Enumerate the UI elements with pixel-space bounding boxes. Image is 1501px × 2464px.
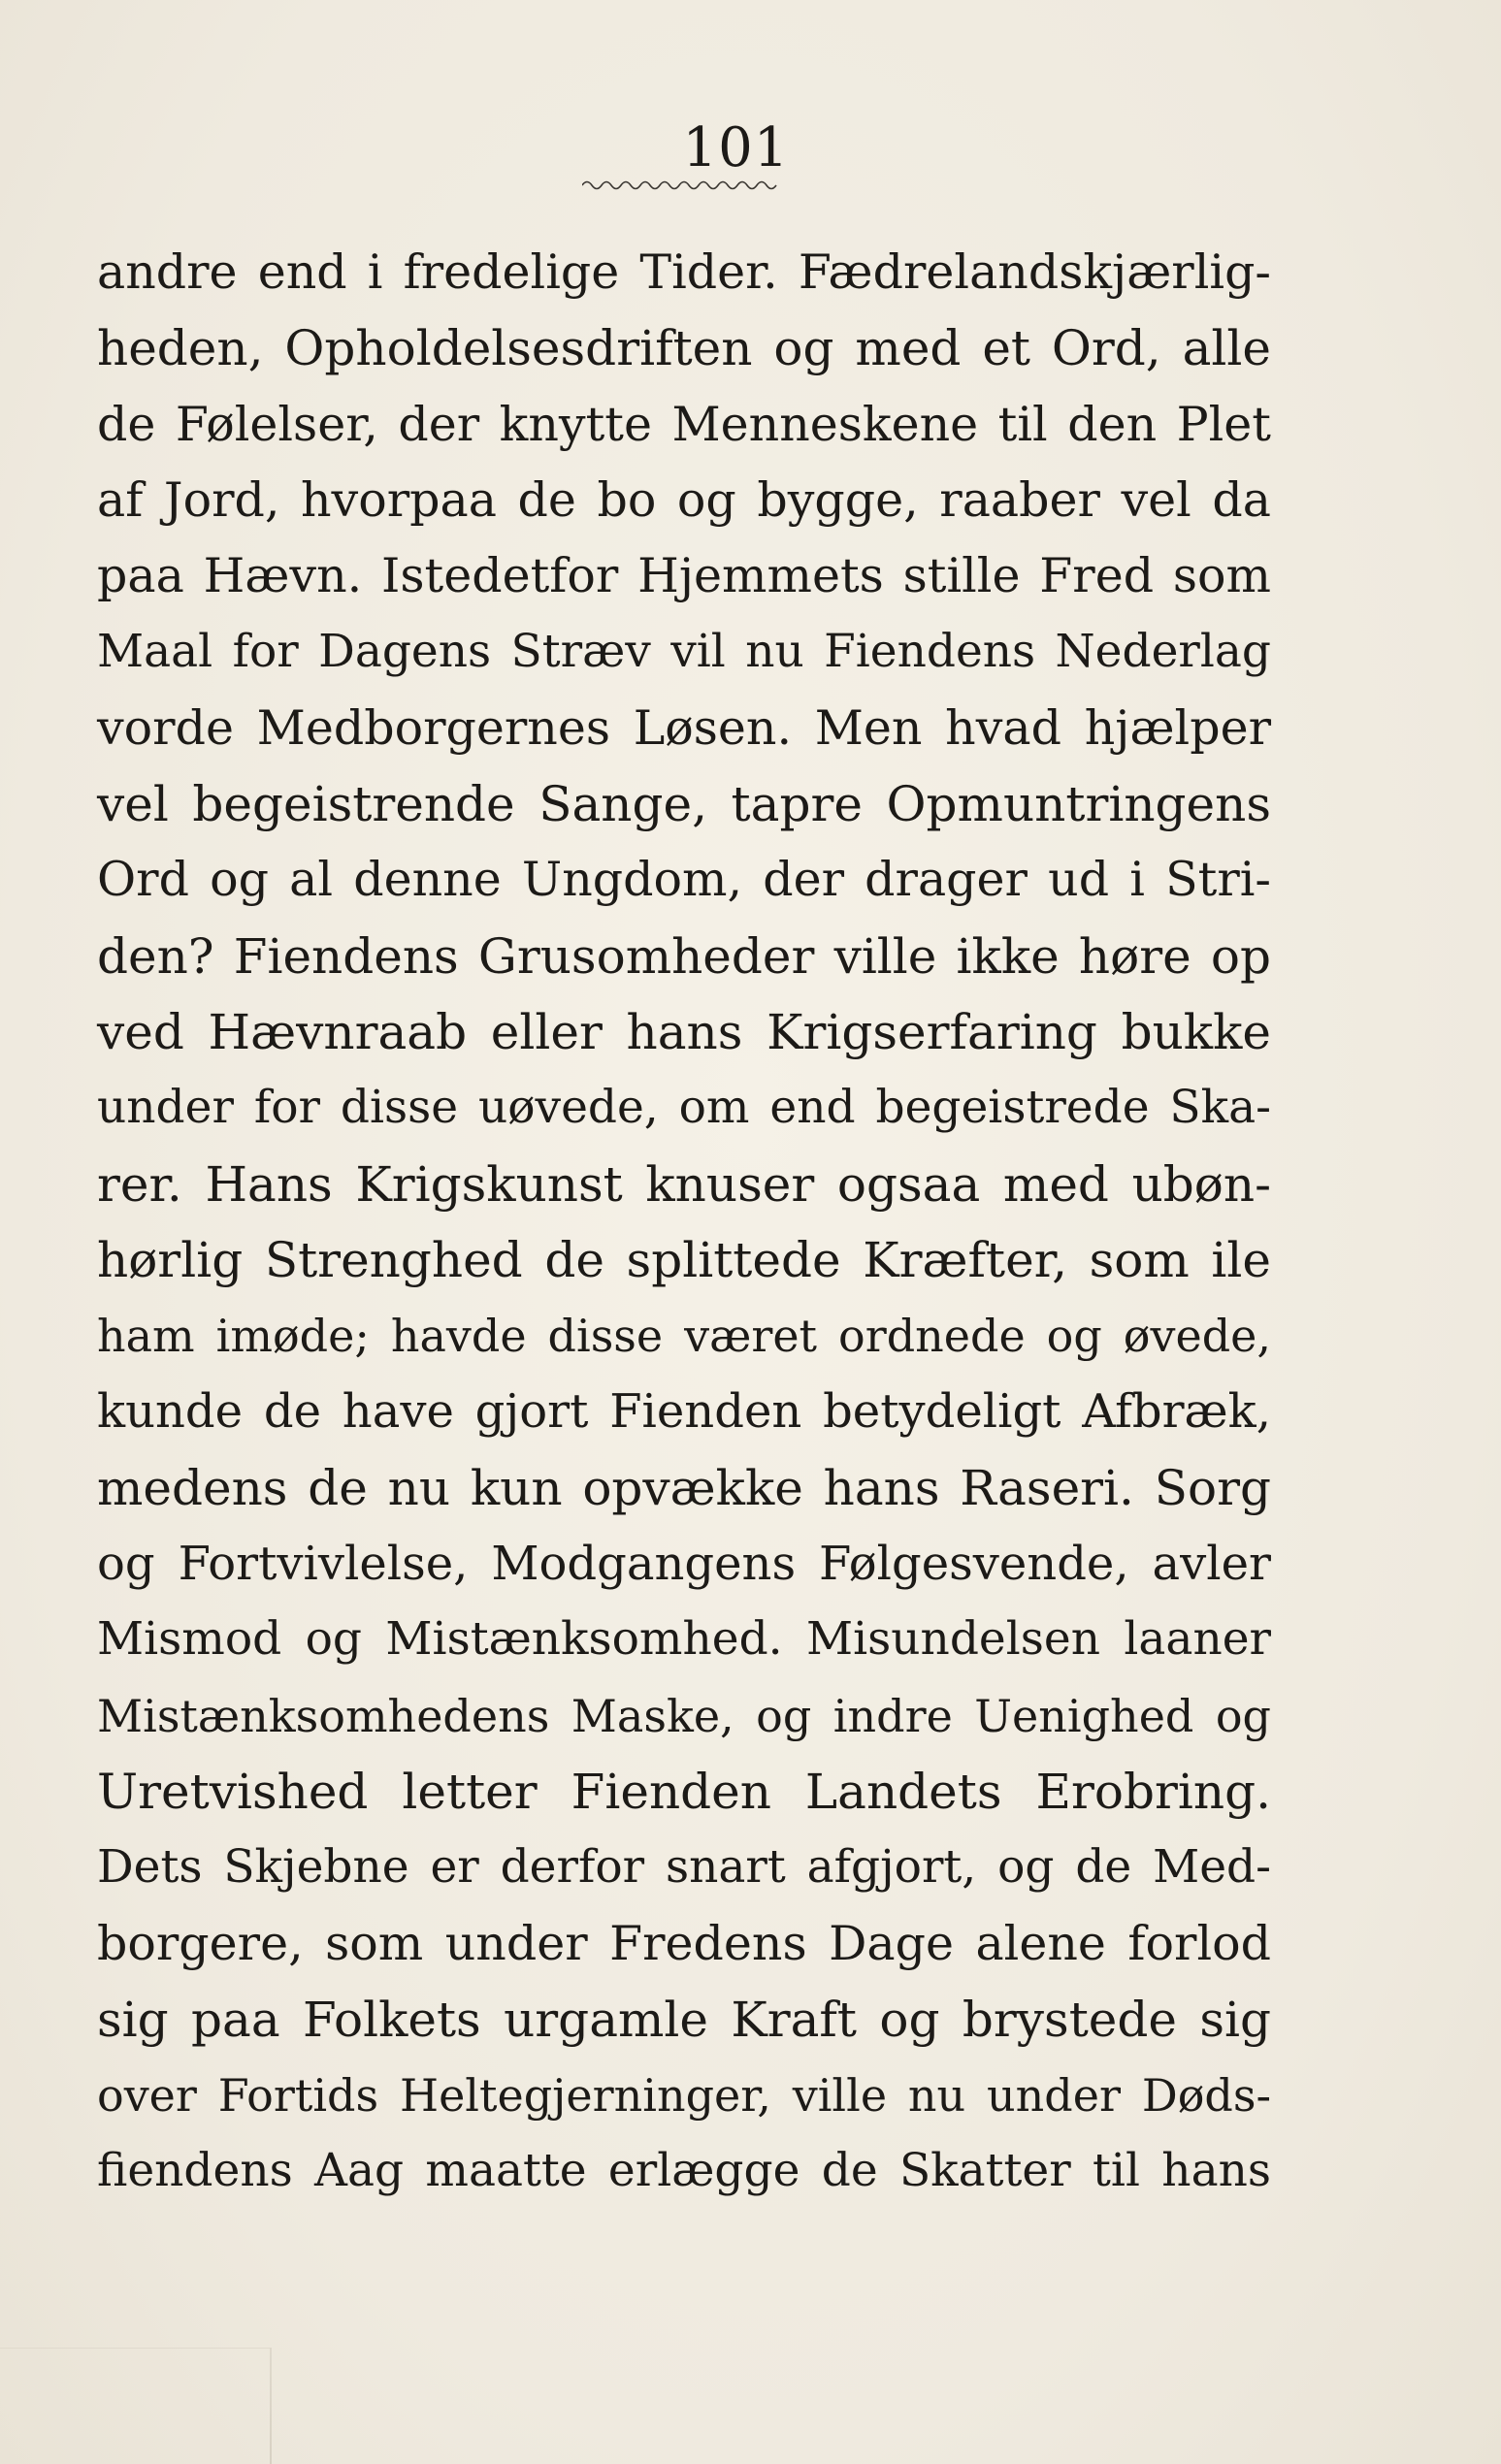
- text-line: under for disse uøvede, om end begeistrede Ska-: [97, 1081, 1271, 1135]
- page-number: 101: [682, 116, 790, 179]
- text-line: de Følelser, der knytte Menneskene til den Plet: [97, 396, 1271, 452]
- text-line: Dets Skjebne er derfor snart afgjort, og de Med-: [97, 1840, 1271, 1895]
- body-text: [97, 235, 1271, 2210]
- text-line: Maal for Dagens Stræv vil nu Fiendens Nederlag: [97, 625, 1271, 679]
- text-line: Mismod og Mistænksomhed. Misundelsen laaner: [97, 1612, 1271, 1667]
- text-line: rer. Hans Krigskunst knuser ogsaa med ubøn-: [97, 1155, 1271, 1213]
- text-line: af Jord, hvorpaa de bo og bygge, raaber vel da: [97, 471, 1271, 528]
- text-line: over Fortids Heltegjerninger, ville nu under Døds-: [97, 2069, 1271, 2123]
- text-line: og Fortvivlelse, Modgangens Følgesvende, avler: [97, 1537, 1271, 1592]
- text-line: andre end i fredelige Tider. Fædrelandskjærlig-: [97, 244, 1271, 300]
- text-line: paa Hævn. Istedetfor Hjemmets stille Fred som: [97, 548, 1271, 604]
- text-line: kunde de have gjort Fienden betydeligt Afbræk,: [97, 1384, 1271, 1440]
- text-line: Ord og al denne Ungdom, der drager ud i Stri-: [97, 852, 1271, 908]
- page-edge-mark: [270, 2348, 272, 2464]
- text-line: vel begeistrende Sange, tapre Opmuntringens: [97, 776, 1271, 833]
- text-line: vorde Medborgernes Løsen. Men hvad hjælper: [97, 699, 1271, 756]
- wavy-rule-ornament: [582, 177, 781, 190]
- text-line: ham imøde; havde disse været ordnede og øvede,: [97, 1310, 1271, 1363]
- text-line: den? Fiendens Grusomheder ville ikke høre op: [97, 927, 1271, 985]
- page-edge-mark: [0, 2348, 272, 2349]
- text-line: Uretvished letter Fienden Landets Erobring.: [97, 1763, 1271, 1820]
- text-line: fiendens Aag maatte erlægge de Skatter til hans: [97, 2144, 1271, 2198]
- text-line: medens de nu kun opvække hans Raseri. Sorg: [97, 1459, 1271, 1516]
- text-line: heden, Opholdelsesdriften og med et Ord, alle: [97, 320, 1271, 377]
- text-line: ved Hævnraab eller hans Krigserfaring bukke: [97, 1003, 1271, 1060]
- text-line: Mistænksomhedens Maske, og indre Uenighed og: [97, 1689, 1271, 1742]
- text-line: borgere, som under Fredens Dage alene forlod: [97, 1915, 1271, 1971]
- text-line: sig paa Folkets urgamle Kraft og brystede sig: [97, 1991, 1271, 2048]
- text-line: hørlig Strenghed de splittede Kræfter, som ile: [97, 1231, 1271, 1288]
